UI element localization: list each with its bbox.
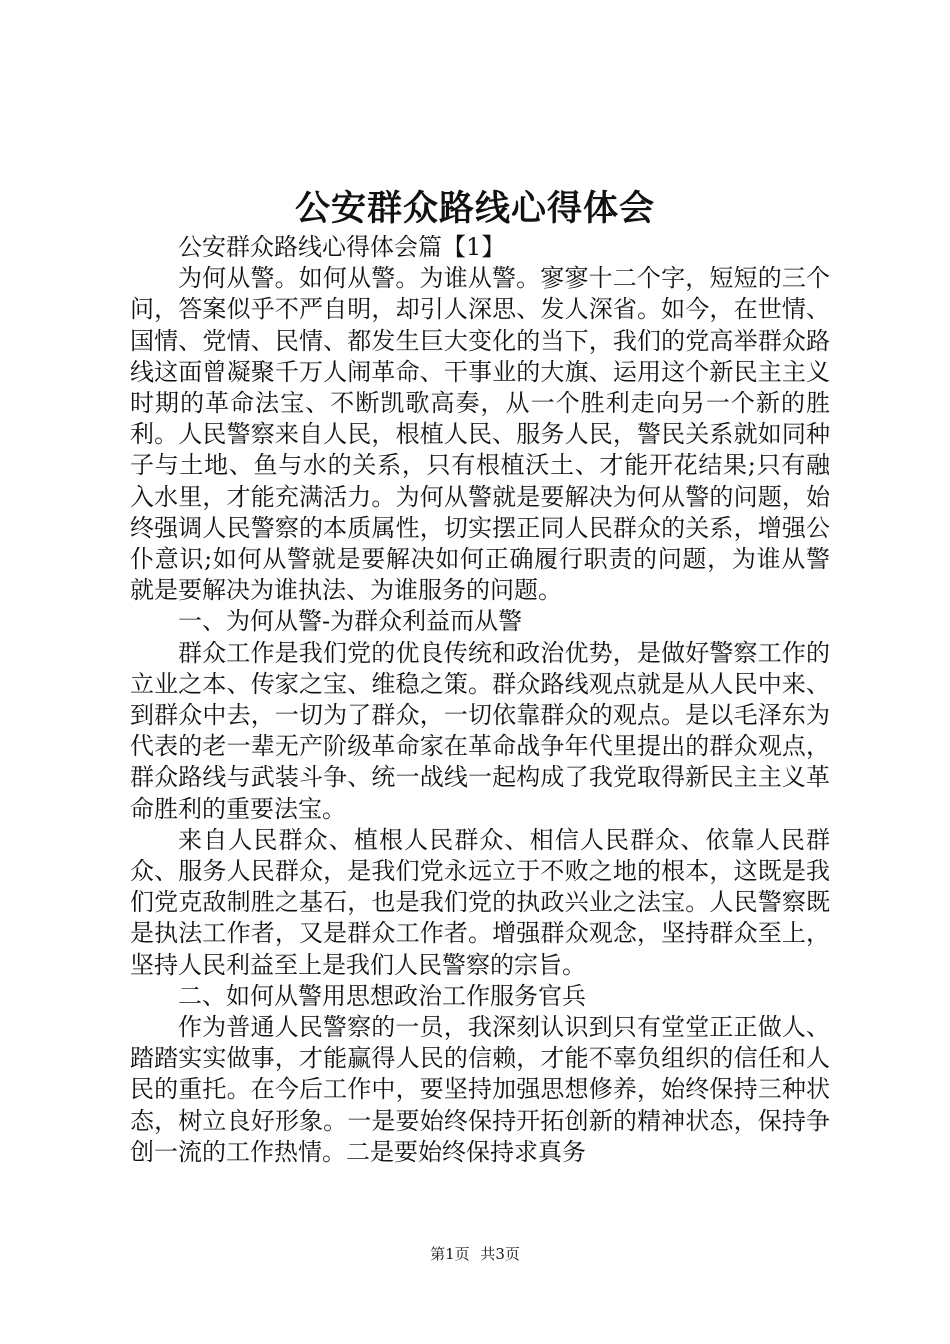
document-body: [130, 232, 830, 1168]
section-heading: 一、为何从警-为群众利益而从警: [178, 607, 523, 636]
paragraph: 作为普通人民警察的一员，我深刻认识到只有堂堂正正做人、踏踏实实做事，才能赢得人民的信赖，才能不辜负组织的信任和人民的重托。在今后工作中，要坚持加强思想修养，始终保持三种状态，树立良好形象。一是要始终保持开拓创新的精神状态，保持争创一流的工作热情。二是要始终保持求真务: [130, 1013, 830, 1166]
paragraph: 为何从警。如何从警。为谁从警。寥寥十二个字，短短的三个问，答案似乎不严自明，却引人深思、发人深省。如今，在世情、国情、党情、民情、都发生巨大变化的当下，我们的党高举群众路线这面曾凝聚千万人闹革命、干事业的大旗、运用这个新民主主义时期的革命法宝、不断凯歌高奏，从一个胜利走向另一个新的胜利。人民警察来自人民，根植人民、服务人民，警民关系就如同种子与土地、鱼与水的关系，只有根植沃土、才能开花结果;只有融入水里，才能充满活力。为何从警就是要解决为何从警的问题，始终强调人民警察的本质属性，切实摆正同人民群众的关系，增强公仆意识;如何从警就是要解决如何正确履行职责的问题，为谁从警就是要解决为谁执法、为谁服务的问题。: [130, 264, 830, 605]
paragraph: 群众工作是我们党的优良传统和政治优势，是做好警察工作的立业之本、传家之宝、维稳之策。群众路线观点就是从人民中来、到群众中去，一切为了群众，一切依靠群众的观点。是以毛泽东为代表的老一辈无产阶级革命家在革命战争年代里提出的群众观点，群众路线与武装斗争、统一战线一起构成了我党取得新民主主义革命胜利的重要法宝。: [130, 638, 830, 823]
page-number: 第1页: [430, 1245, 470, 1263]
section-heading: 二、如何从警用思想政治工作服务官兵: [178, 981, 586, 1010]
document-title: 公安群众路线心得体会: [294, 188, 655, 229]
page-total: 共3页: [480, 1245, 520, 1263]
section-heading: 公安群众路线心得体会篇【1】: [178, 233, 506, 261]
paragraph: 来自人民群众、植根人民群众、相信人民群众、依靠人民群众、服务人民群众，是我们党永远立于不败之地的根本，这既是我们党克敌制胜之基石，也是我们党的执政兴业之法宝。人民警察既是执法工作者，又是群众工作者。增强群众观念，坚持群众至上，坚持人民利益至上是我们人民警察的宗旨。: [130, 825, 830, 979]
page-footer: [0, 1244, 950, 1264]
